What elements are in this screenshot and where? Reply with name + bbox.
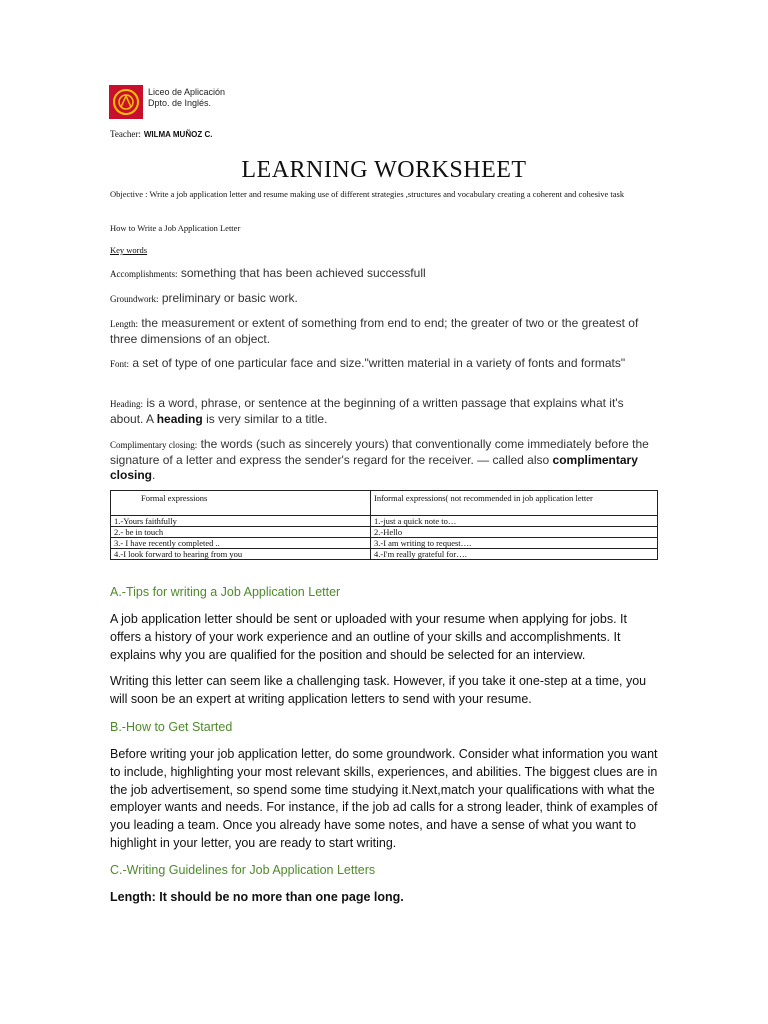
keyword-complimentary-closing <box>110 437 650 483</box>
section-b-paragraph: Before writing your job application letter, do some groundwork. Consider what information you want to include, highlighting your most relevant skills, experiences, and abilities. The biggest clues are in the job advertisement, so spend some time studying it.Next,match your qualifications with what the employer wants and needs. For instance, if the job ad calls for a strong leader, think of examples of you leading a team. Once you already have some notes, and have a sense of what you want to highlight in your letter, you are ready to start writing. <box>110 747 658 850</box>
table-cell: 2.- be in touch <box>111 527 371 538</box>
keyword-def-end: is very similar to a title. <box>202 412 328 426</box>
section-a-paragraph-2: Writing this letter can seem like a challenging task. However, if you take it one-step at a time, you will soon be an expert at writing application letters to send with your resume. <box>110 674 647 706</box>
keyword-term: Length: <box>110 319 138 329</box>
teacher-line <box>110 129 212 139</box>
teacher-label: Teacher: <box>110 129 141 139</box>
table-row <box>111 549 658 560</box>
section-b-heading: B.-How to Get Started <box>110 720 233 734</box>
table-cell: 3.- I have recently completed .. <box>111 538 371 549</box>
objective: Objective : Write a job application letter and resume making use of different strategies ,structures and vocabulary creating a coherent and cohesive task <box>110 189 625 199</box>
table-header-informal: Informal expressions( not recommended in job application letter <box>371 491 658 516</box>
table-cell: 1.-just a quick note to… <box>371 516 658 527</box>
keyword-term: Groundwork: <box>110 294 159 304</box>
crest-icon <box>109 85 143 119</box>
keyword-def: preliminary or basic work. <box>158 291 298 305</box>
keyword-def-end: . <box>152 468 156 482</box>
table-header-formal: Formal expressions <box>111 491 371 516</box>
table-cell: 4.-I'm really grateful for…. <box>371 549 658 560</box>
table-cell: 3.-I am writing to request…. <box>371 538 658 549</box>
table-row <box>111 516 658 527</box>
keyword-def: something that has been achieved successfull <box>177 266 426 280</box>
school-name <box>148 87 225 109</box>
keyword-length <box>110 316 650 347</box>
keyword-term: Complimentary closing: <box>110 440 198 450</box>
expressions-table <box>110 490 658 560</box>
table-cell: 2.-Hello <box>371 527 658 538</box>
keyword-term: Heading: <box>110 399 143 409</box>
keyword-term: Font: <box>110 359 130 369</box>
page-title: LEARNING WORKSHEET <box>241 157 527 183</box>
keyword-def: the words (such as sincerely yours) that conventionally come immediately before the signature of a letter and express the sender's regard for the receiver. — called also <box>110 437 649 467</box>
keyword-bold: heading <box>156 412 203 426</box>
keyword-groundwork <box>110 291 650 307</box>
teacher-name: WILMA MUÑOZ C. <box>143 130 213 139</box>
keyword-heading <box>110 396 650 427</box>
howto-subtitle: How to Write a Job Application Letter <box>110 223 241 233</box>
section-a-heading: A.-Tips for writing a Job Application Letter <box>110 585 341 599</box>
keyword-def: the measurement or extent of something from end to end; the greater of two or the greatest of three dimensions of an object. <box>110 316 639 346</box>
school-line-2: Dpto. de Inglés. <box>148 98 212 108</box>
keyword-term: Accomplishments: <box>110 269 178 279</box>
keyword-font <box>110 356 650 372</box>
school-line-1: Liceo de Aplicación <box>148 87 226 97</box>
table-row <box>111 538 658 549</box>
keyword-def: a set of type of one particular face and size."written material in a variety of fonts and formats" <box>129 356 626 370</box>
keyword-bold: complimentary closing <box>110 453 638 482</box>
school-logo <box>109 85 143 119</box>
keyword-def: is a word, phrase, or sentence at the beginning of a written passage that explains what it's about. A <box>110 396 624 426</box>
table-header-row <box>111 491 658 516</box>
table-row <box>111 527 658 538</box>
table-cell: 1.-Yours faithfully <box>111 516 371 527</box>
keywords-heading: Key words <box>110 245 148 255</box>
section-c-heading: C.-Writing Guidelines for Job Application Letters <box>110 863 376 877</box>
section-a-paragraph-1: A job application letter should be sent or uploaded with your resume when applying for jobs. It offers a history of your work experience and an outline of your skills and accomplishments. It explains why you are qualified for the position and should be selected for an interview. <box>110 612 627 662</box>
table-cell: 4.-I look forward to hearing from you <box>111 549 371 560</box>
keyword-accomplishments <box>110 266 650 282</box>
section-c-length: Length: It should be no more than one page long. <box>110 890 404 904</box>
